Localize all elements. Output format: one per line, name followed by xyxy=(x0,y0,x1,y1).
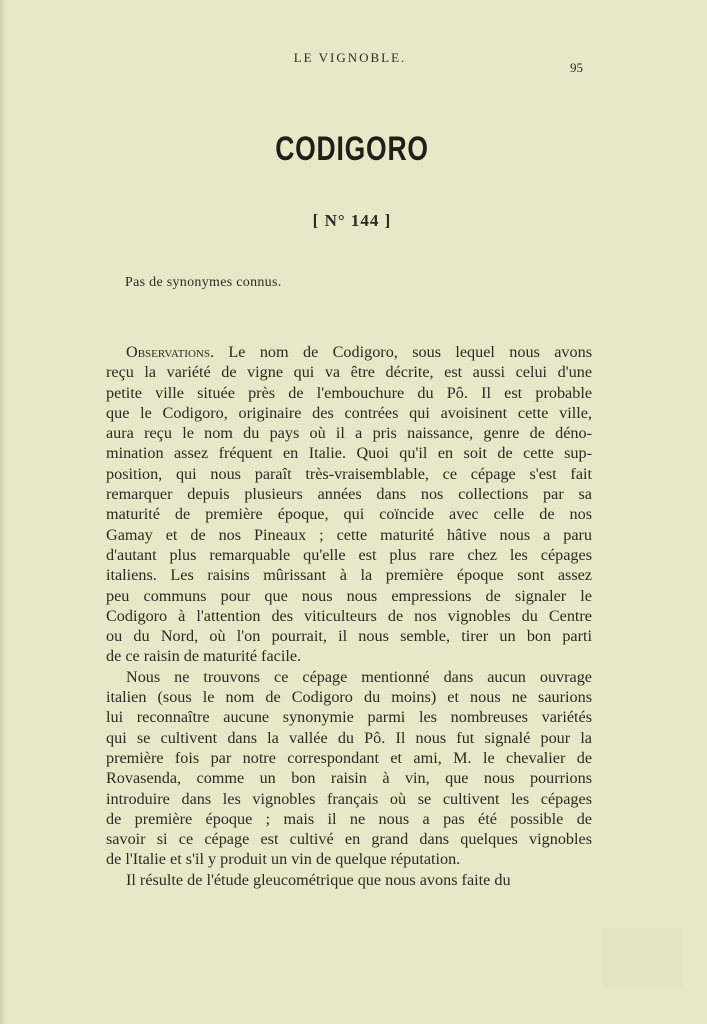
text-line xyxy=(106,789,592,809)
text-line xyxy=(106,728,592,748)
line-text: d'autant plus remarquable qu'elle est plus rare chez les cépages xyxy=(106,545,592,564)
line-text: de première époque ; mais il ne nous a pas été possible de xyxy=(106,809,592,828)
line-text: de l'Italie et s'il y produit un vin de quelque réputation. xyxy=(106,850,461,869)
line-text: petite ville située près de l'embouchure du Pô. Il est probable xyxy=(106,383,592,402)
text-line xyxy=(106,829,592,849)
line-text: qui se cultivent dans la vallée du Pô. Il nous fut signalé pour la xyxy=(106,728,592,747)
line-text: reçu la variété de vigne qui va être décrite, est aussi celui d'une xyxy=(106,363,592,382)
line-text: que le Codigoro, originaire des contrées qui avoisinent cette ville, xyxy=(106,403,592,422)
text-line xyxy=(106,545,592,565)
text-line xyxy=(106,565,592,585)
text-line xyxy=(106,768,592,788)
text-line xyxy=(106,646,592,666)
text-line xyxy=(106,870,592,890)
line-text: introduire dans les vignobles français où se cultivent les cépages xyxy=(106,789,592,808)
entry-title: CODIGORO xyxy=(275,130,429,168)
page-edge xyxy=(0,0,6,1024)
text-line xyxy=(106,342,592,362)
line-text: Gamay et de nos Pineaux ; cette maturité hâtive nous a paru xyxy=(106,525,592,544)
text-line xyxy=(106,504,592,524)
line-text: aura reçu le nom du pays où il a pris naissance, genre de déno- xyxy=(106,424,592,443)
line-text: Rovasenda, comme un bon raisin à vin, que nous pourrions xyxy=(106,769,592,788)
text-line xyxy=(106,809,592,829)
text-line xyxy=(106,362,592,382)
line-text: de ce raisin de maturité facile. xyxy=(106,647,302,666)
line-text: italiens. Les raisins mûrissant à la première époque sont assez xyxy=(106,566,592,585)
text-line xyxy=(106,403,592,423)
text-line xyxy=(106,626,592,646)
line-text: italien (sous le nom de Codigoro du moins) et nous ne saurions xyxy=(106,688,592,707)
text-line xyxy=(106,443,592,463)
line-text: savoir si ce cépage est cultivé en grand dans quelques vignobles xyxy=(106,830,592,849)
text-line xyxy=(106,667,592,687)
text-line xyxy=(106,606,592,626)
line-text: remarquer depuis plusieurs années dans nos collections par sa xyxy=(106,485,592,504)
entry-number: [ N° 144 ] xyxy=(312,211,392,230)
line-text: ou du Nord, où l'on pourrait, il nous semble, tirer un bon parti xyxy=(106,627,592,646)
page-number: 95 xyxy=(570,60,583,75)
synonyms-note: Pas de synonymes connus. xyxy=(125,275,282,290)
line-text: mination assez fréquent en Italie. Quoi qu'il en soit de cette sup- xyxy=(106,444,592,463)
text-line xyxy=(106,748,592,768)
library-stamp xyxy=(603,928,683,988)
running-title: LE VIGNOBLE. xyxy=(293,50,407,65)
text-line xyxy=(106,849,592,869)
text-line xyxy=(106,383,592,403)
text-line xyxy=(106,687,592,707)
text-line xyxy=(106,586,592,606)
text-line xyxy=(106,707,592,727)
text-line xyxy=(106,484,592,504)
line-text: position, qui nous paraît très-vraisemblable, ce cépage s'est fait xyxy=(106,464,592,483)
line-text: Codigoro à l'attention des viticulteurs de nos vignobles du Centre xyxy=(106,606,592,625)
line-text: Il résulte de l'étude gleucométrique que nous avons faite du xyxy=(126,870,511,889)
paragraph-lead: Observations. xyxy=(126,343,215,361)
text-line xyxy=(106,525,592,545)
line-text: Nous ne trouvons ce cépage mentionné dans aucun ouvrage xyxy=(126,667,592,686)
line-text: peu communs pour que nous nous empressions de signaler le xyxy=(106,586,592,605)
line-text: première fois par notre correspondant et ami, M. le chevalier de xyxy=(106,748,592,767)
text-line xyxy=(106,423,592,443)
line-text: Le nom de Codigoro, sous lequel nous avons xyxy=(214,343,592,361)
line-text: maturité de première époque, qui coïncide avec celle de nos xyxy=(106,505,592,524)
text-line xyxy=(106,464,592,484)
line-text: lui reconnaître aucune synonymie parmi les nombreuses variétés xyxy=(106,708,592,727)
body-text xyxy=(106,342,592,890)
